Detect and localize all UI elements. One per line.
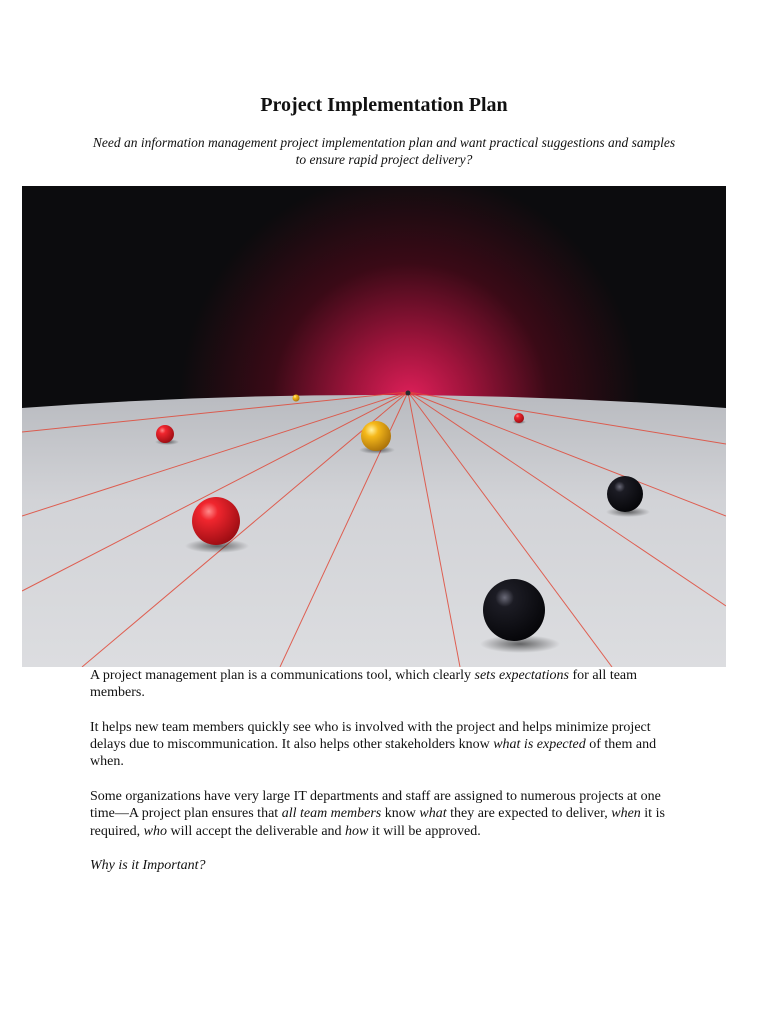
body-text [90, 667, 680, 892]
paragraph-large-it-departments: Some organizations have very large IT departments and staff are assigned to numerous projects at one time—A project plan ensures that all team members know what they are expected to deliver, when it is required, who will accept the deliverable and how it will be approved. [90, 789, 665, 839]
heading-why-important: Why is it Important? [90, 858, 206, 874]
paragraph-communications-tool: A project management plan is a communications tool, which clearly sets expectations for all team members. [90, 668, 638, 701]
illustration-spheres-photo [22, 186, 726, 667]
paragraph-new-team-members: It helps new team members quickly see who is involved with the project and helps minimize project delays due to miscommunication. It also helps other stakeholders know what is expected of them and when. [90, 719, 657, 770]
page-title: Project Implementation Plan [260, 94, 508, 116]
page-subtitle: Need an information management project implementation plan and want practical suggestions and samples to ensure rapid project delivery? [92, 135, 676, 167]
